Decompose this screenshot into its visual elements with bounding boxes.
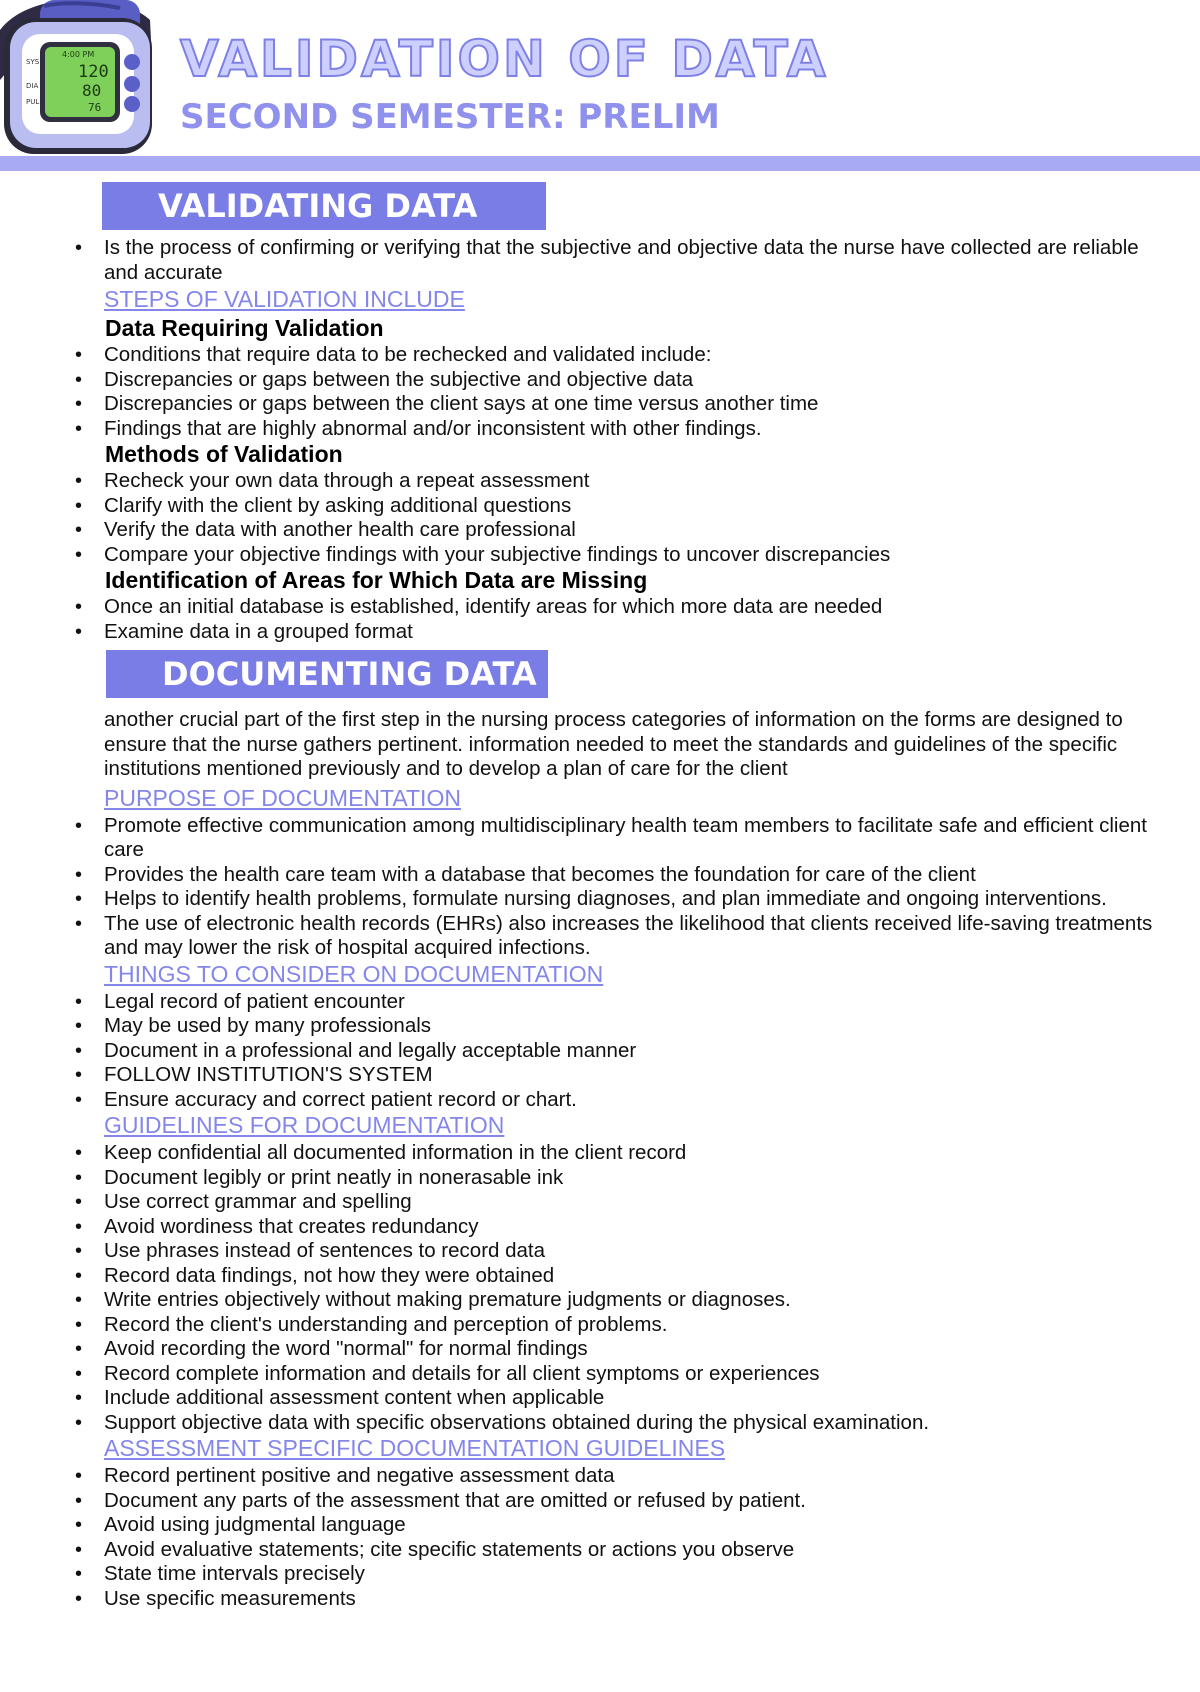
list-item: • Helps to identify health problems, formulate nursing diagnoses, and plan immediate and ongoing interventions. [74, 887, 1154, 912]
list-item: • Once an initial database is established, identify areas for which more data are needed [74, 595, 1154, 620]
list-item: • Avoid evaluative statements; cite specific statements or actions you observe [74, 1538, 1154, 1563]
list-item: • Record pertinent positive and negative assessment data [74, 1464, 1154, 1489]
section-banner-documenting-data: DOCUMENTING DATA [106, 650, 548, 698]
list-item: • Document legibly or print neatly in nonerasable ink [74, 1166, 1154, 1191]
monitor-dia-label: DIA [26, 82, 39, 90]
missing-data-list [74, 595, 1154, 644]
list-item: • Avoid wordiness that creates redundancy [74, 1215, 1154, 1240]
monitor-pul-value: 76 [88, 101, 102, 114]
list-item: • Verify the data with another health care professional [74, 518, 1154, 543]
list-item: • Examine data in a grouped format [74, 620, 1154, 645]
list-item: • Promote effective communication among multidisciplinary health team members to facilitate safe and efficient client care [74, 814, 1154, 863]
list-item: • Use correct grammar and spelling [74, 1190, 1154, 1215]
guidelines-for-documentation-list [74, 1141, 1154, 1435]
list-item: • Record complete information and details for all client symptoms or experiences [74, 1362, 1154, 1387]
list-item: • The use of electronic health records (EHRs) also increases the likelihood that clients received life-saving treatments and may lower the risk of hospital acquired infections. [74, 912, 1154, 961]
documenting-intro: another crucial part of the first step in the nursing process categories of information on the forms are designed to ensure that the nurse gathers pertinent. information needed to meet the standards and guidelines of the specific institutions mentioned previously and to develop a plan of care for the client [104, 708, 1123, 780]
document-body [74, 182, 1154, 1611]
list-item: • Support objective data with specific observations obtained during the physical examination. [74, 1411, 1154, 1436]
list-item: • Write entries objectively without making premature judgments or diagnoses. [74, 1288, 1154, 1313]
things-to-consider-heading: THINGS TO CONSIDER ON DOCUMENTATION [104, 960, 604, 987]
list-item: • Use phrases instead of sentences to record data [74, 1239, 1154, 1264]
list-item: • Discrepancies or gaps between the subjective and objective data [74, 368, 1154, 393]
methods-of-validation-heading: Methods of Validation [105, 441, 343, 467]
data-requiring-validation-list [74, 343, 1154, 441]
data-requiring-validation-heading: Data Requiring Validation [105, 315, 384, 341]
list-item: • FOLLOW INSTITUTION'S SYSTEM [74, 1063, 1154, 1088]
list-item: • Use specific measurements [74, 1587, 1154, 1612]
page-header [0, 0, 1200, 175]
purpose-of-documentation-list [74, 814, 1154, 961]
list-item: • Document in a professional and legally acceptable manner [74, 1039, 1154, 1064]
blood-pressure-monitor-icon [0, 0, 160, 158]
list-item: • Findings that are highly abnormal and/or inconsistent with other findings. [74, 417, 1154, 442]
list-item: • Record the client's understanding and perception of problems. [74, 1313, 1154, 1338]
section-banner-validating-data: VALIDATING DATA [102, 182, 546, 230]
list-item: • Record data findings, not how they were obtained [74, 1264, 1154, 1289]
list-item: • Include additional assessment content when applicable [74, 1386, 1154, 1411]
steps-of-validation-heading: STEPS OF VALIDATION INCLUDE [104, 286, 465, 312]
methods-of-validation-list [74, 469, 1154, 567]
list-item: • Document any parts of the assessment that are omitted or refused by patient. [74, 1489, 1154, 1514]
list-item: • Avoid using judgmental language [74, 1513, 1154, 1538]
missing-data-heading: Identification of Areas for Which Data are Missing [105, 567, 648, 593]
list-item: • Conditions that require data to be rechecked and validated include: [74, 343, 1154, 368]
monitor-pul-label: PUL [26, 98, 40, 106]
list-item: • Compare your objective findings with your subjective findings to uncover discrepancies [74, 543, 1154, 568]
list-item: • State time intervals precisely [74, 1562, 1154, 1587]
list-item: • Ensure accuracy and correct patient record or chart. [74, 1088, 1154, 1113]
purpose-of-documentation-heading: PURPOSE OF DOCUMENTATION [104, 784, 461, 811]
list-item: • Is the process of confirming or verifying that the subjective and objective data the nurse have collected are reliable and accurate [74, 236, 1154, 285]
monitor-sys-label: SYS [26, 58, 40, 66]
monitor-dia-value: 80 [82, 81, 102, 100]
monitor-sys-value: 120 [78, 62, 109, 82]
list-item: • Recheck your own data through a repeat assessment [74, 469, 1154, 494]
guidelines-for-documentation-heading: GUIDELINES FOR DOCUMENTATION [104, 1112, 505, 1138]
list-item: • Keep confidential all documented information in the client record [74, 1141, 1154, 1166]
page-subtitle: SECOND SEMESTER: PRELIM [180, 97, 720, 137]
page-title: VALIDATION OF DATA [180, 30, 829, 88]
assessment-guidelines-list [74, 1464, 1154, 1611]
list-item: • Provides the health care team with a database that becomes the foundation for care of the client [74, 863, 1154, 888]
list-item: • Discrepancies or gaps between the client says at one time versus another time [74, 392, 1154, 417]
list-item: • Legal record of patient encounter [74, 990, 1154, 1015]
list-item: • Clarify with the client by asking additional questions [74, 494, 1154, 519]
monitor-time: 4:00 PM [62, 50, 95, 59]
things-to-consider-list [74, 990, 1154, 1113]
list-item: • Avoid recording the word "normal" for normal findings [74, 1337, 1154, 1362]
list-item: • May be used by many professionals [74, 1014, 1154, 1039]
assessment-guidelines-heading: ASSESSMENT SPECIFIC DOCUMENTATION GUIDELINES [104, 1435, 726, 1461]
header-divider [0, 156, 1200, 171]
validating-intro-list [74, 236, 1154, 285]
